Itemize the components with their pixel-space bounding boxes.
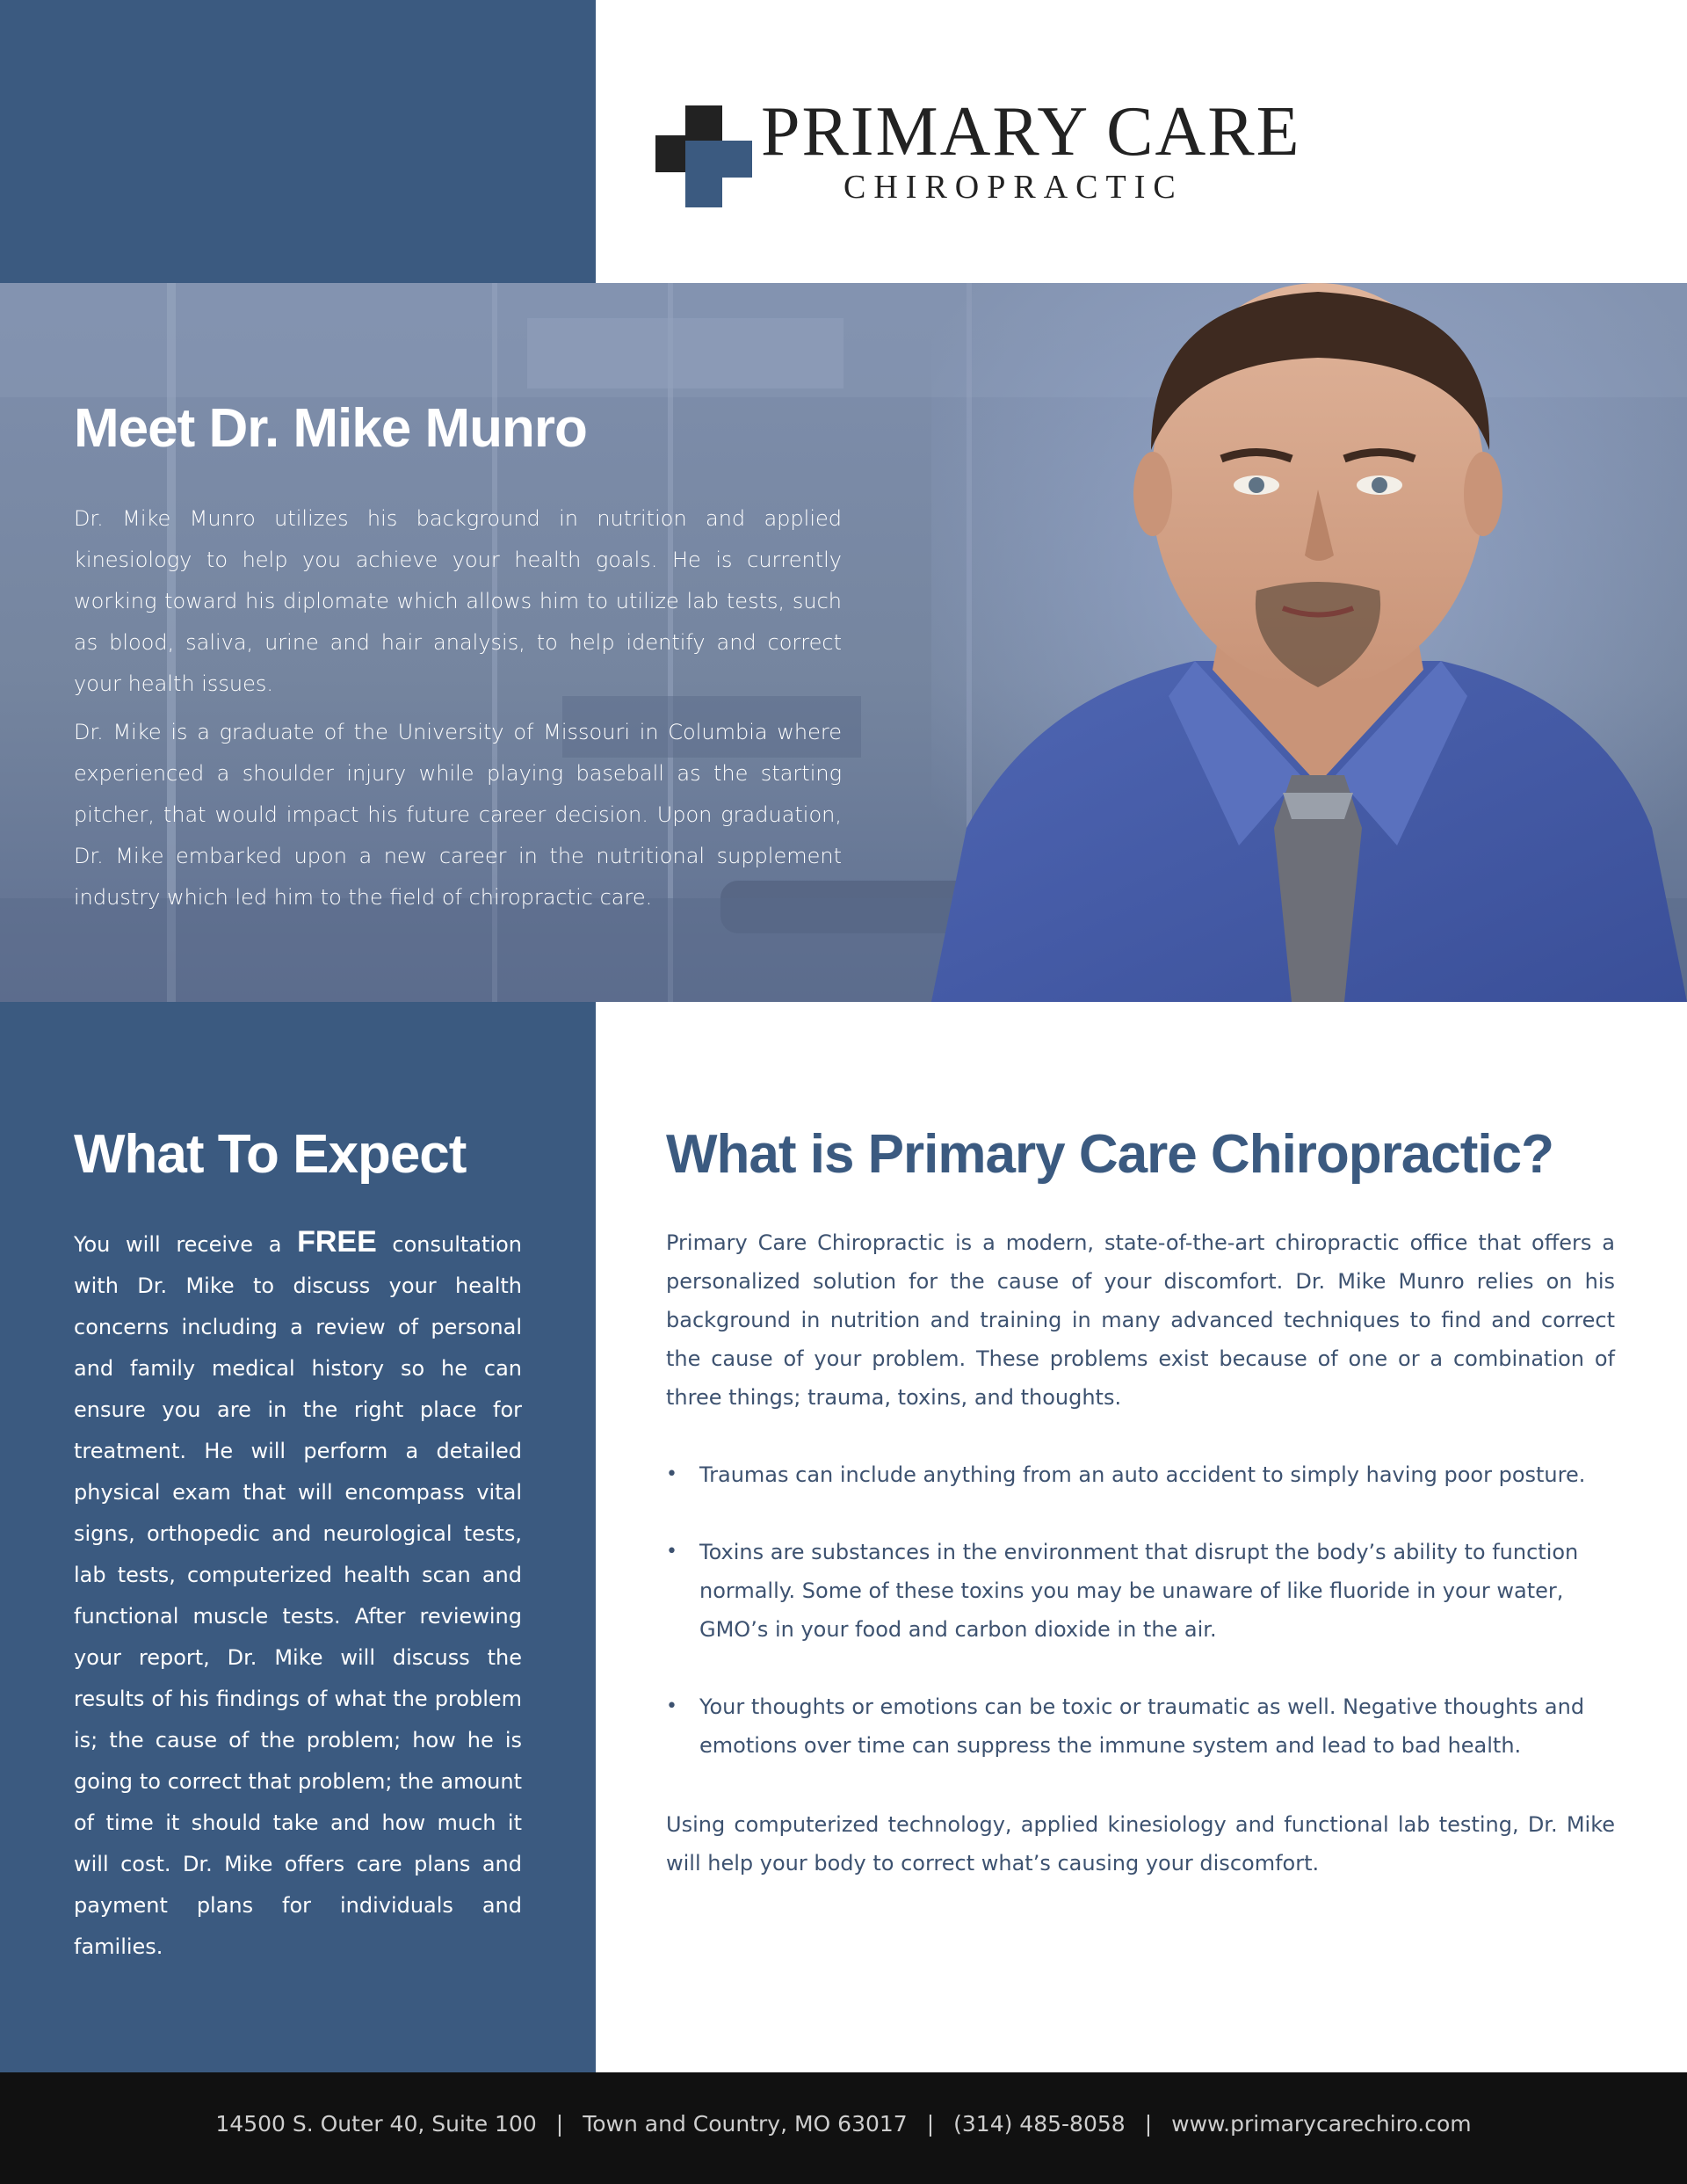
bullet-icon: • — [666, 1695, 677, 1717]
logo-title: PRIMARY CARE — [761, 93, 1301, 171]
expect-text-before: You will receive a — [74, 1232, 298, 1257]
doctor-portrait-image — [931, 283, 1687, 1002]
what-is-heading: What is Primary Care Chiropractic? — [666, 1124, 1553, 1185]
footer-address: 14500 S. Outer 40, Suite 100 — [215, 2111, 537, 2137]
expect-text-after: consultation with Dr. Mike to discuss your health concerns including a review of personal and family medical history so he can ensure you are in the right place for treatment. He will perform a detailed physical exam that will encompass vital signs, orthopedic and neurological tests, lab tests, computerized health scan and functional muscle tests. After reviewing your report, Dr. Mike will discuss the results of his findings of what the problem is; the cause of the problem; how he is going to correct that problem; the amount of time it should take and how much it will cost. Dr. Mike offers care plans and payment plans for individuals and families. — [74, 1232, 522, 1959]
list-item-text: Your thoughts or emotions can be toxic or traumatic as well. Negative thoughts and emotions over time can suppress the immune system and lead to bad health. — [699, 1694, 1585, 1758]
footer-separator: | — [926, 2111, 935, 2137]
list-item — [666, 1687, 1633, 1765]
logo-subtitle: CHIROPRACTIC — [844, 169, 1184, 206]
list-item — [666, 1533, 1633, 1649]
list-item-text: Toxins are substances in the environment that disrupt the body’s ability to function normally. Some of these toxins you may be unaware of like fluoride in your water, GMO’s in your food and carbon dioxide in the air. — [699, 1540, 1579, 1642]
bullet-icon: • — [666, 1541, 677, 1563]
hero-title: Meet Dr. Mike Munro — [74, 398, 587, 459]
bullet-icon: • — [666, 1463, 677, 1485]
list-item — [666, 1455, 1633, 1494]
hero-banner — [0, 283, 1687, 1002]
what-is-intro: Primary Care Chiropractic is a modern, state-of-the-art chiropractic office that offers a personalized solution for the cause of your discomfort. Dr. Mike Munro relies on his background in nutrition and training in many advanced techniques to find and correct the cause of your problem. These problems exist because of one or a combination of three things; trauma, toxins, and thoughts. — [666, 1230, 1615, 1410]
footer-city: Town and Country, MO 63017 — [583, 2111, 908, 2137]
list-item-text: Traumas can include anything from an auto accident to simply having poor posture. — [699, 1462, 1586, 1487]
what-is-outro: Using computerized technology, applied kinesiology and functional lab testing, Dr. Mike will help your body to correct what’s causing your discomfort. — [666, 1812, 1615, 1876]
footer-separator: | — [555, 2111, 564, 2137]
footer — [0, 2072, 1687, 2184]
what-to-expect-heading: What To Expect — [74, 1124, 467, 1185]
footer-contact-line — [0, 2111, 1687, 2137]
footer-phone[interactable]: (314) 485-8058 — [953, 2111, 1126, 2137]
hero-paragraph-2: Dr. Mike is a graduate of the University of Missouri in Columbia where experienced a shoulder injury while playing baseball as the starting pitcher, that would impact his future career decision. Upon graduation, Dr. Mike embarked upon a new career in the nutritional supplement industry which led him to the field of chiropractic care. — [74, 720, 842, 910]
footer-separator: | — [1144, 2111, 1153, 2137]
logo — [655, 93, 1301, 211]
footer-website-link[interactable]: www.primarycarechiro.com — [1171, 2111, 1472, 2137]
causes-list — [666, 1455, 1633, 1803]
free-emphasis: FREE — [297, 1225, 377, 1259]
what-to-expect-text — [74, 1222, 522, 1968]
cross-logo-icon — [655, 105, 752, 207]
hero-paragraph-1: Dr. Mike Munro utilizes his background in nutrition and applied kinesiology to help you achieve your health goals. He is currently working toward his diplomate which allows him to utilize lab tests, such as blood, saliva, urine and hair analysis, to help identify and correct your health issues. — [74, 506, 842, 696]
header-navy-panel — [0, 0, 596, 283]
